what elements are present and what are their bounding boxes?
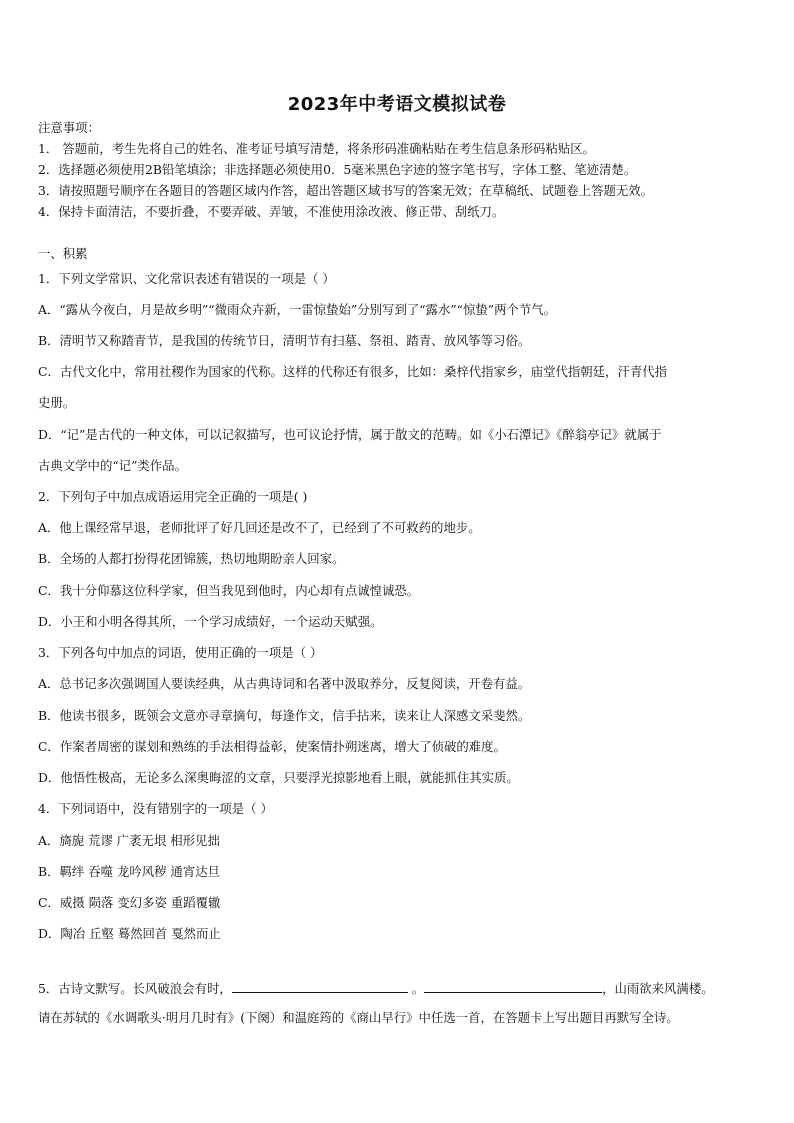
page-title: 2023年中考语文模拟试卷	[287, 94, 507, 115]
option-b: B．全场的人都打扮得花团锦簇，热切地期盼亲人回家。	[38, 551, 345, 566]
option-a: A．“露从今夜白，月是故乡明”“微雨众卉新，一雷惊蛰始”分别写到了“露水”“惊蛰”两个节气。	[38, 302, 557, 317]
answer-blank-2[interactable]	[424, 979, 602, 993]
question-stem: 1．下列文学常识、文化常识表述有错误的一项是（ ）	[38, 271, 335, 286]
question-stem: 4．下列词语中，没有错别字的一项是（ ）	[38, 801, 273, 816]
answer-blank-1[interactable]	[232, 979, 408, 993]
option-d: D．“记”是古代的一种文体，可以记叙描写，也可议论抒情，属于散文的范畴。如《小石潭记》《醉翁亭记》就属于	[38, 427, 662, 442]
option-c: C．古代文化中，常用社稷作为国家的代称。这样的代称还有很多，比如：桑梓代指家乡，庙堂代指朝廷，汗青代指	[38, 364, 668, 379]
q5-separator: 。	[407, 981, 425, 996]
notes-header: 注意事项：	[38, 120, 100, 135]
option-c: C．威摄 陨落 变幻多姿 重蹈覆辙	[38, 895, 221, 910]
note-item: 1． 答题前，考生先将自己的姓名、准考证号填写清楚，将条形码准确粘贴在考生信息条形码粘贴区。	[38, 141, 596, 156]
question-5-instruction: 请在苏轼的《水调歌头·明月几时有》(下阕）和温庭筠的《商山早行》中任选一首，在答题卡上写出题目再默写全诗。	[38, 1010, 679, 1025]
option-b: B．他读书很多，既领会文意亦寻章摘句，每逢作文，信手拈来，读来让人深感文采斐然。	[38, 708, 531, 723]
option-d-cont: 古典文学中的“记”类作品。	[38, 458, 187, 473]
note-item: 3．请按照题号顺序在各题目的答题区域内作答，超出答题区域书写的答案无效；在草稿纸、试题卷上答题无效。	[38, 183, 654, 198]
option-d: D．小王和小明各得其所，一个学习成绩好，一个运动天赋强。	[38, 614, 383, 629]
note-item: 4．保持卡面清洁，不要折叠，不要弄破、弄皱，不准使用涂改液、修正带、刮纸刀。	[38, 204, 505, 219]
option-d: D．他悟性极高，无论多么深奥晦涩的文章，只要浮光掠影地看上眼，就能抓住其实质。	[38, 770, 519, 785]
question-5-line	[38, 979, 762, 997]
q5-prompt: 5．古诗文默写。长风破浪会有时，	[38, 981, 232, 996]
section-heading: 一、积累	[38, 246, 88, 261]
option-b: B．羁绊 吞噬 龙吟风秽 通宵达旦	[38, 864, 220, 879]
option-c: C．作案者周密的谋划和熟练的手法相得益彰，使案情扑朔迷离，增大了侦破的难度。	[38, 739, 506, 754]
option-c-cont: 史册。	[38, 395, 76, 410]
option-d: D．陶冶 丘壑 蓦然回首 戛然而止	[38, 926, 221, 941]
note-item: 2．选择题必须使用2B铅笔填涂；非选择题必须使用0．5毫米黑色字迹的签字笔书写，字体工整、笔迹清楚。	[38, 162, 637, 177]
option-c: C．我十分仰慕这位科学家，但当我见到他时，内心却有点诚惶诚恐。	[38, 583, 420, 598]
question-stem: 2．下列句子中加点成语运用完全正确的一项是( )	[38, 489, 308, 504]
option-b: B．清明节又称踏青节，是我国的传统节日，清明节有扫墓、祭祖、踏青、放风筝等习俗。	[38, 333, 531, 348]
q5-tail: ，山雨欲来风满楼。	[602, 981, 714, 996]
option-a: A．旖旎 荒谬 广袤无垠 相形见拙	[38, 833, 220, 848]
question-stem: 3．下列各句中加点的词语，使用正确的一项是（ ）	[38, 645, 323, 660]
option-a: A．总书记多次强调国人要读经典，从古典诗词和名著中汲取养分，反复阅读，开卷有益。	[38, 676, 531, 691]
option-a: A．他上课经常早退，老师批评了好几回还是改不了，已经到了不可救药的地步。	[38, 520, 481, 535]
